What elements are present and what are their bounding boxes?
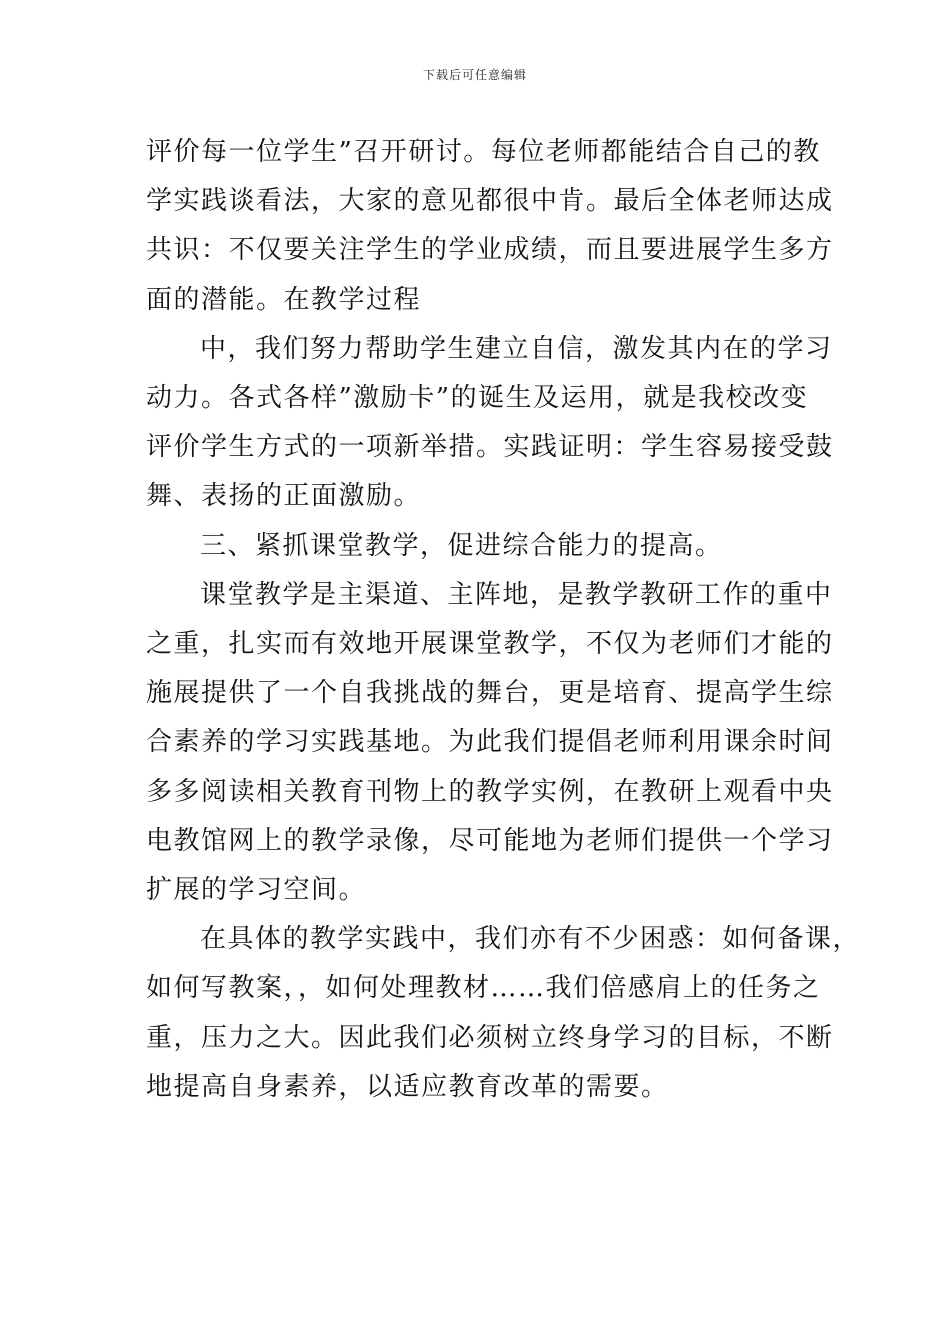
text-line: 扩展的学习空间。 bbox=[146, 875, 367, 906]
document-body bbox=[146, 128, 861, 1112]
text-line: 之重，扎实而有效地开展课堂教学，不仅为老师们才能的 bbox=[146, 629, 834, 660]
text-line: 动力。各式各样”激励卡”的诞生及运用，就是我校改变 bbox=[146, 383, 809, 414]
page-header: 下载后可任意编辑 bbox=[422, 68, 527, 82]
text-line: 中，我们努力帮助学生建立自信，激发其内在的学习 bbox=[200, 333, 833, 364]
text-line: 课堂教学是主渠道、主阵地，是教学教研工作的重中 bbox=[200, 579, 833, 610]
text-line: 重，压力之大。因此我们必须树立终身学习的目标，不断 bbox=[146, 1022, 834, 1053]
text-line: 共识：不仅要关注学生的学业成绩，而且要进展学生多方 bbox=[146, 235, 834, 266]
text-line: 施展提供了一个自我挑战的舞台，更是培育、提高学生综 bbox=[146, 678, 834, 709]
text-line: 评价学生方式的一项新举措。实践证明：学生容易接受鼓 bbox=[146, 432, 834, 463]
text-line: 在具体的教学实践中，我们亦有不少困惑：如何备课， bbox=[200, 924, 861, 955]
text-line: 多多阅读相关教育刊物上的教学实例，在教研上观看中央 bbox=[146, 776, 834, 807]
text-line: 合素养的学习实践基地。为此我们提倡老师利用课余时间 bbox=[146, 727, 834, 758]
text-line: 电教馆网上的教学录像，尽可能地为老师们提供一个学习 bbox=[146, 825, 834, 856]
text-line: 学实践谈看法，大家的意见都很中肯。最后全体老师达成 bbox=[146, 186, 834, 217]
text-line: 地提高自身素养，以适应教育改革的需要。 bbox=[146, 1071, 669, 1102]
section-heading: 三、紧抓课堂教学，促进综合能力的提高。 bbox=[200, 530, 723, 561]
text-line: 评价每一位学生”召开研讨。每位老师都能结合自己的教 bbox=[146, 137, 821, 167]
text-line: 舞、表扬的正面激励。 bbox=[146, 481, 422, 512]
text-line: 如何写教案，，如何处理教材……我们倍感肩上的任务之 bbox=[146, 973, 821, 1004]
text-line: 面的潜能。在教学过程 bbox=[146, 284, 422, 315]
